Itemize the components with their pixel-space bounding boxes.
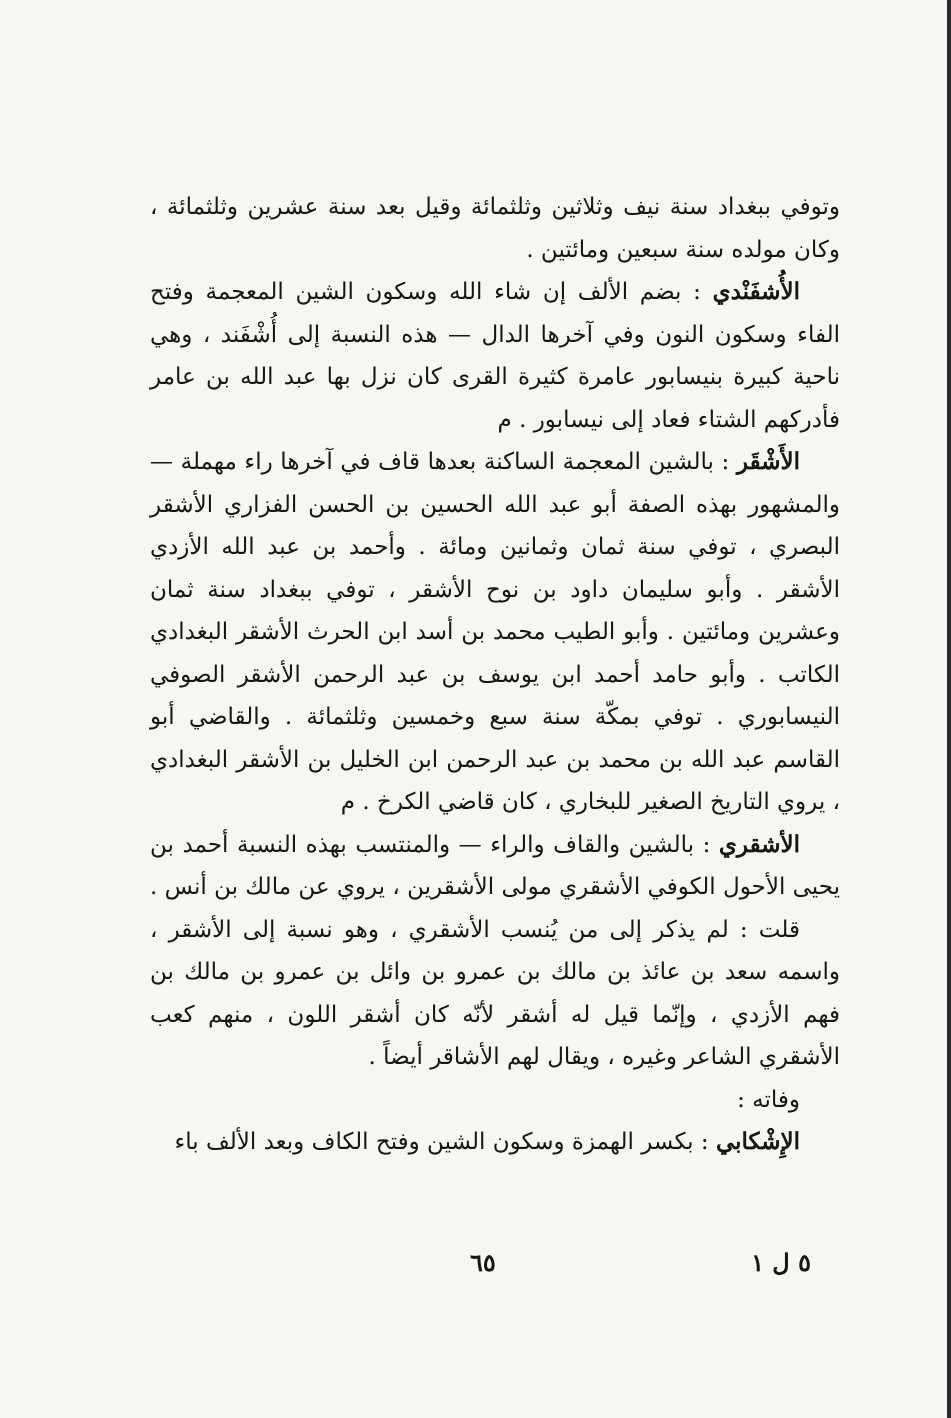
paragraph-text: : بالشين والقاف والراء — والمنتسب بهذه النسبة أحمد بن يحيى الأحول الكوفي الأشقري مولى الأشقرين ، يروي عن مالك بن أنس .: [150, 831, 840, 900]
paragraph-3: [150, 441, 840, 824]
paragraph-text: : بضم الألف إن شاء الله وسكون الشين المعجمة وفتح الفاء وسكون النون وفي آخرها الدال — هذه النسبة إلى أُشْفَند ، وهي ناحية كبيرة بنيسابور عامرة كثيرة القرى كان نزل بها عبد الله بن عامر فأدركهم الشتاء فعاد إلى نيسابور . م: [150, 279, 840, 433]
page-edge-shadow: [947, 0, 951, 1418]
entry-heading: الأشقري: [718, 830, 800, 858]
paragraph-2: [150, 271, 840, 441]
entry-heading: الإِشْكابي: [715, 1128, 800, 1155]
page-number: ٦٥: [470, 1248, 496, 1277]
paragraph-7: [150, 1121, 840, 1164]
page-footer: [0, 1248, 951, 1288]
paragraph-text: قلت : لم يذكر إلى من يُنسب الأشقري ، وهو نسبة إلى الأشقر ، واسمه سعد بن عائذ بن مالك بن عمرو بن وائل بن عمرو بن مالك بن فهم الأزدي ، وإنّما قيل له أشقر لأنّه كان أشقر اللون ، منهم كعب الأشقري الشاعر وغيره ، ويقال لهم الأشاقر أيضاً .: [150, 916, 840, 1070]
paragraph-4: [150, 824, 840, 909]
signature-mark: ٥ ل ١: [751, 1248, 811, 1277]
paragraph-text: : بالشين المعجمة الساكنة بعدها قاف في آخرها راء مهملة — والمشهور بهذه الصفة أبو عبد الله الحسين بن الحسن الفزاري الأشقر البصري ، توفي سنة ثمان وثمانين ومائة . وأحمد بن عبد الله الأزدي الأشقر . وأبو سليمان داود بن نوح الأشقر ، توفي ببغداد سنة ثمان وعشرين ومائتين . وأبو الطيب محمد بن أسد ابن الحرث الأشقر البغدادي الكاتب . وأبو حامد أحمد ابن يوسف بن عبد الرحمن الأشقر الصوفي النيسابوري . توفي بمكّة سنة سبع وخمسين وثلثمائة . والقاضي أبو القاسم عبد الله بن محمد بن عبد الرحمن ابن الخليل بن الأشقر البغدادي ، يروي التاريخ الصغير للبخاري ، كان قاضي الكرخ . م: [150, 449, 840, 815]
paragraph-text: وتوفي ببغداد سنة نيف وثلاثين وثلثمائة وقيل بعد سنة عشرين وثلثمائة ، وكان مولده سنة سبعين ومائتين .: [150, 194, 840, 263]
entry-heading: الأَشْقَر: [736, 448, 800, 475]
main-text: [150, 186, 840, 1164]
paragraph-text: : بكسر الهمزة وسكون الشين وفتح الكاف وبعد الألف باء: [174, 1129, 716, 1155]
paragraph-text: وفاته :: [737, 1086, 800, 1113]
entry-heading: الأُشفَنْدي: [712, 278, 800, 305]
paragraph-1: [150, 186, 840, 271]
paragraph-5: [150, 909, 840, 1079]
paragraph-6: [150, 1079, 840, 1122]
